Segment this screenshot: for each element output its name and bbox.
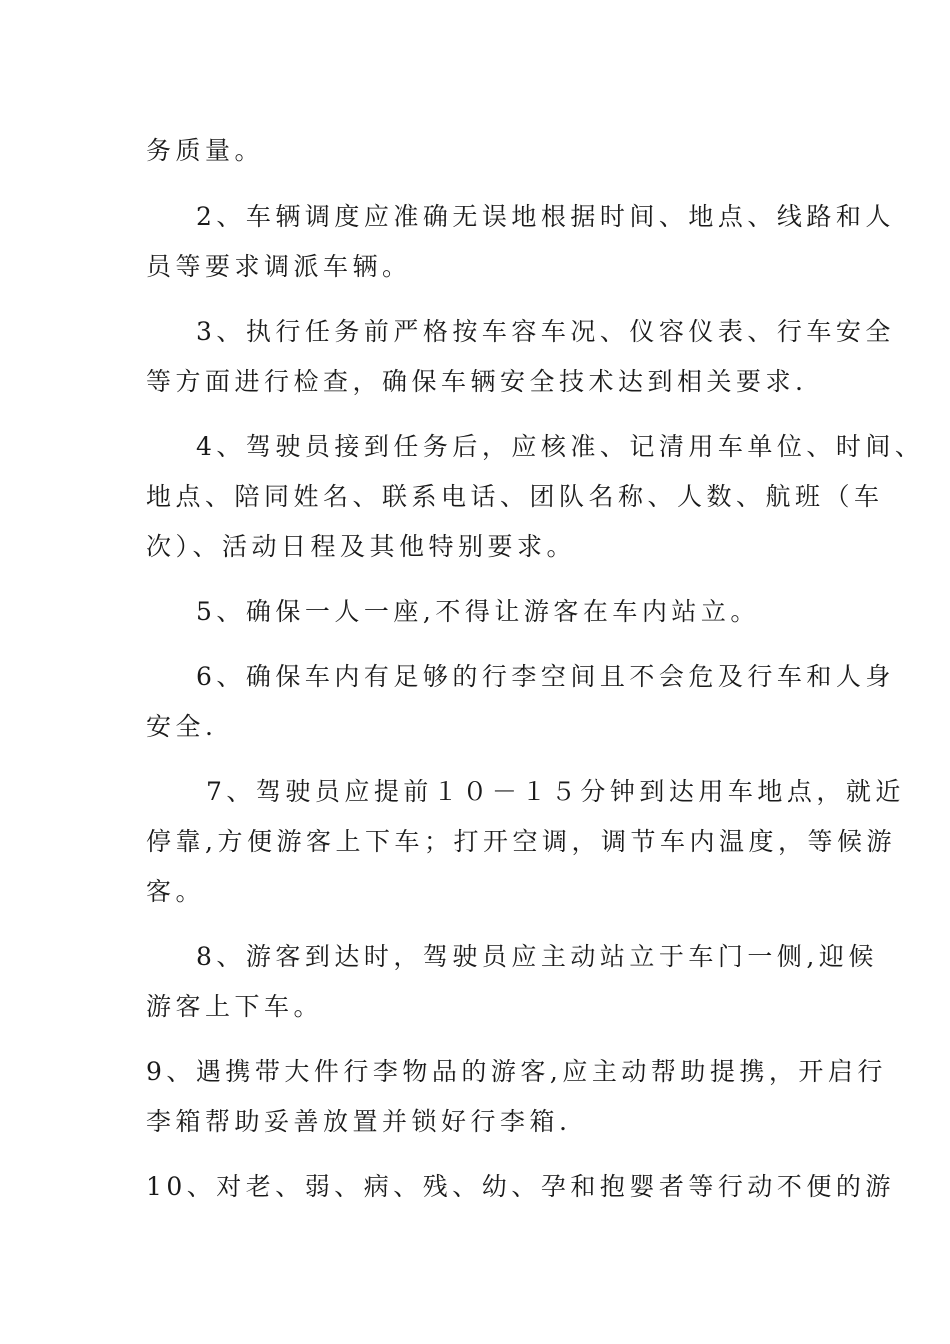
- paragraph-6-line-1: 6、确保车内有足够的行李空间且不会危及行车和人身: [196, 662, 895, 691]
- paragraph-7-line-1: 7、驾驶员应提前１０－１５分钟到达用车地点，就近: [206, 777, 905, 806]
- paragraph-2-line-2: 员等要求调派车辆。: [146, 252, 412, 281]
- paragraph-6-line-2: 安全.: [146, 712, 218, 741]
- paragraph-1-line-1: 务质量。: [146, 136, 265, 165]
- paragraph-4-line-1: 4、驾驶员接到任务后，应核准、记清用车单位、时间、: [196, 432, 925, 461]
- paragraph-8-line-2: 游客上下车。: [146, 992, 324, 1021]
- paragraph-5-line-1: 5、确保一人一座,不得让游客在车内站立。: [196, 597, 760, 626]
- paragraph-9-line-2: 李箱帮助妥善放置并锁好行李箱.: [146, 1107, 572, 1136]
- paragraph-9-line-1: 9、遇携带大件行李物品的游客,应主动帮助提携，开启行: [146, 1057, 887, 1086]
- paragraph-3-line-1: 3、执行任务前严格按车容车况、仪容仪表、行车安全: [196, 317, 895, 346]
- paragraph-7-line-3: 客。: [146, 877, 206, 906]
- paragraph-7-line-2: 停靠,方便游客上下车；打开空调，调节车内温度，等候游: [146, 827, 896, 856]
- paragraph-10-line-1: 10、对老、弱、病、残、幼、孕和抱婴者等行动不便的游: [146, 1172, 895, 1201]
- paragraph-2-line-1: 2、车辆调度应准确无误地根据时间、地点、线路和人: [196, 202, 895, 231]
- paragraph-4-line-3: 次）、活动日程及其他特别要求。: [146, 532, 577, 561]
- paragraph-4-line-2: 地点、陪同姓名、联系电话、团队名称、人数、航班（车: [146, 482, 884, 511]
- paragraph-8-line-1: 8、游客到达时，驾驶员应主动站立于车门一侧,迎候: [196, 942, 878, 971]
- paragraph-3-line-2: 等方面进行检查，确保车辆安全技术达到相关要求.: [146, 367, 808, 396]
